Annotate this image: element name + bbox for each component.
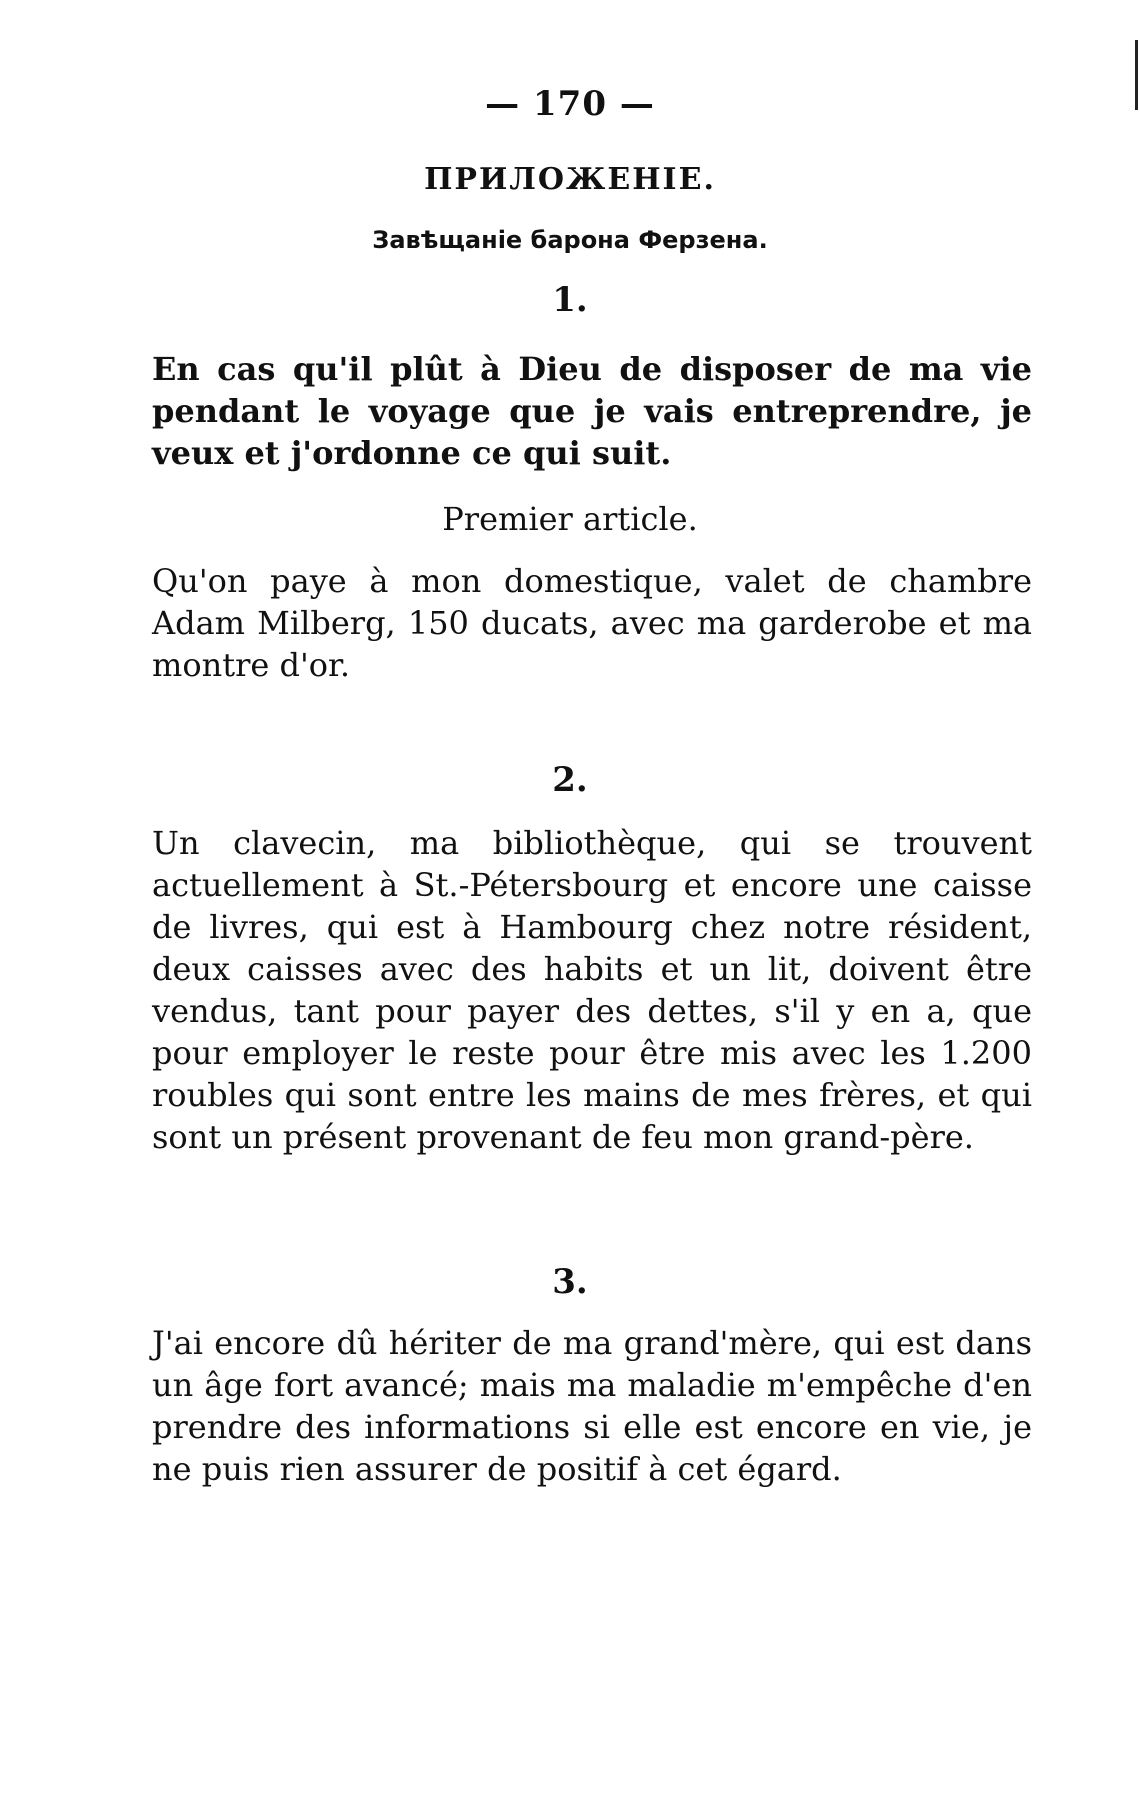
section-number-1: 1. bbox=[552, 280, 588, 320]
paragraph-1: En cas qu'il plût à Dieu de disposer de ma vie pendant le voyage que je vais entreprendre, je veux et j'ordonne ce qui suit. bbox=[152, 350, 1032, 472]
section-number-2: 2. bbox=[552, 760, 588, 800]
paragraph-3: J'ai encore dû hériter de ma grand'mère, qui est dans un âge fort avancé; mais ma maladie m'empêche d'en prendre des informations si elle est encore en vie, je ne puis rien assurer de positif à cet égard. bbox=[152, 1324, 1032, 1488]
document-subtitle: Завѣщаніе барона Ферзена. bbox=[372, 226, 768, 254]
paragraph-2: Un clavecin, ma bibliothèque, qui se trouvent actuellement à St.-Pétersbourg et encore une caisse de livres, qui est à Hambourg chez notre résident, deux caisses avec des habits et un lit, doivent être vendus, tant pour payer des dettes, s'il y en a, que pour employer le reste pour être mis avec les 1.200 roubles qui sont entre les mains de mes frères, et qui sont un présent provenant de feu mon grand-père. bbox=[152, 824, 1032, 1156]
paragraph-premier-article: Qu'on paye à mon domestique, valet de chambre Adam Milberg, 150 ducats, avec ma garderobe et ma montre d'or. bbox=[152, 562, 1032, 684]
article-heading: Premier article. bbox=[442, 500, 698, 538]
section-title: ПРИЛОЖЕНІЕ. bbox=[424, 162, 716, 197]
section-number-3: 3. bbox=[552, 1262, 588, 1302]
page-number: — 170 — bbox=[485, 84, 655, 124]
